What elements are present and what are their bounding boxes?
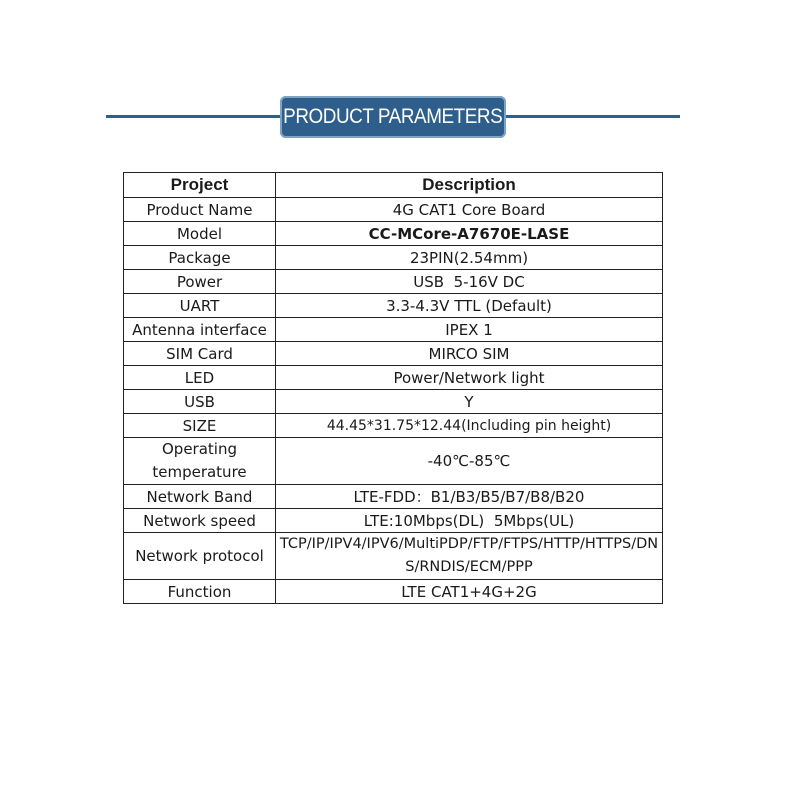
row-label: Product Name	[124, 198, 276, 222]
row-value: USB 5-16V DC	[276, 270, 663, 294]
row-value: 3.3-4.3V TTL (Default)	[276, 294, 663, 318]
table-row	[124, 580, 663, 604]
header-divider-left	[106, 115, 286, 118]
row-label: Function	[124, 580, 276, 604]
row-value: -40℃-85℃	[276, 438, 663, 485]
row-value: IPEX 1	[276, 318, 663, 342]
table-row	[124, 366, 663, 390]
table-row	[124, 485, 663, 509]
row-label: SIZE	[124, 414, 276, 438]
table-row	[124, 414, 663, 438]
row-value: LTE CAT1+4G+2G	[276, 580, 663, 604]
row-label: Network speed	[124, 509, 276, 533]
page-title: PRODUCT PARAMETERS	[283, 105, 503, 128]
table-row	[124, 318, 663, 342]
row-label: Operating temperature	[124, 438, 276, 485]
table-row	[124, 222, 663, 246]
row-label: LED	[124, 366, 276, 390]
column-header-description: Description	[276, 173, 663, 198]
row-value: MIRCO SIM	[276, 342, 663, 366]
row-value: LTE-FDD：B1/B3/B5/B7/B8/B20	[276, 485, 663, 509]
row-label: Network protocol	[124, 533, 276, 580]
row-label: SIM Card	[124, 342, 276, 366]
table-row	[124, 509, 663, 533]
row-label: USB	[124, 390, 276, 414]
table-row	[124, 533, 663, 580]
table-row	[124, 342, 663, 366]
table-row	[124, 438, 663, 485]
header-divider-right	[500, 115, 680, 118]
row-label: Antenna interface	[124, 318, 276, 342]
row-value: 44.45*31.75*12.44(Including pin height)	[276, 414, 663, 438]
row-label: Power	[124, 270, 276, 294]
table-row	[124, 294, 663, 318]
table-row	[124, 198, 663, 222]
row-value: TCP/IP/IPV4/IPV6/MultiPDP/FTP/FTPS/HTTP/HTTPS/DNS/RNDIS/ECM/PPP	[276, 533, 663, 580]
row-value: 23PIN(2.54mm)	[276, 246, 663, 270]
column-header-project: Project	[124, 173, 276, 198]
row-value: CC-MCore-A7670E-LASE	[276, 222, 663, 246]
table-row	[124, 270, 663, 294]
row-label: UART	[124, 294, 276, 318]
parameters-table	[123, 172, 663, 604]
page-title-badge	[280, 96, 506, 138]
row-value: Power/Network light	[276, 366, 663, 390]
row-label: Network Band	[124, 485, 276, 509]
table-row	[124, 390, 663, 414]
row-label: Package	[124, 246, 276, 270]
row-value: 4G CAT1 Core Board	[276, 198, 663, 222]
table-row	[124, 246, 663, 270]
row-label: Model	[124, 222, 276, 246]
table-header-row	[124, 173, 663, 198]
row-value: Y	[276, 390, 663, 414]
row-value: LTE:10Mbps(DL) 5Mbps(UL)	[276, 509, 663, 533]
